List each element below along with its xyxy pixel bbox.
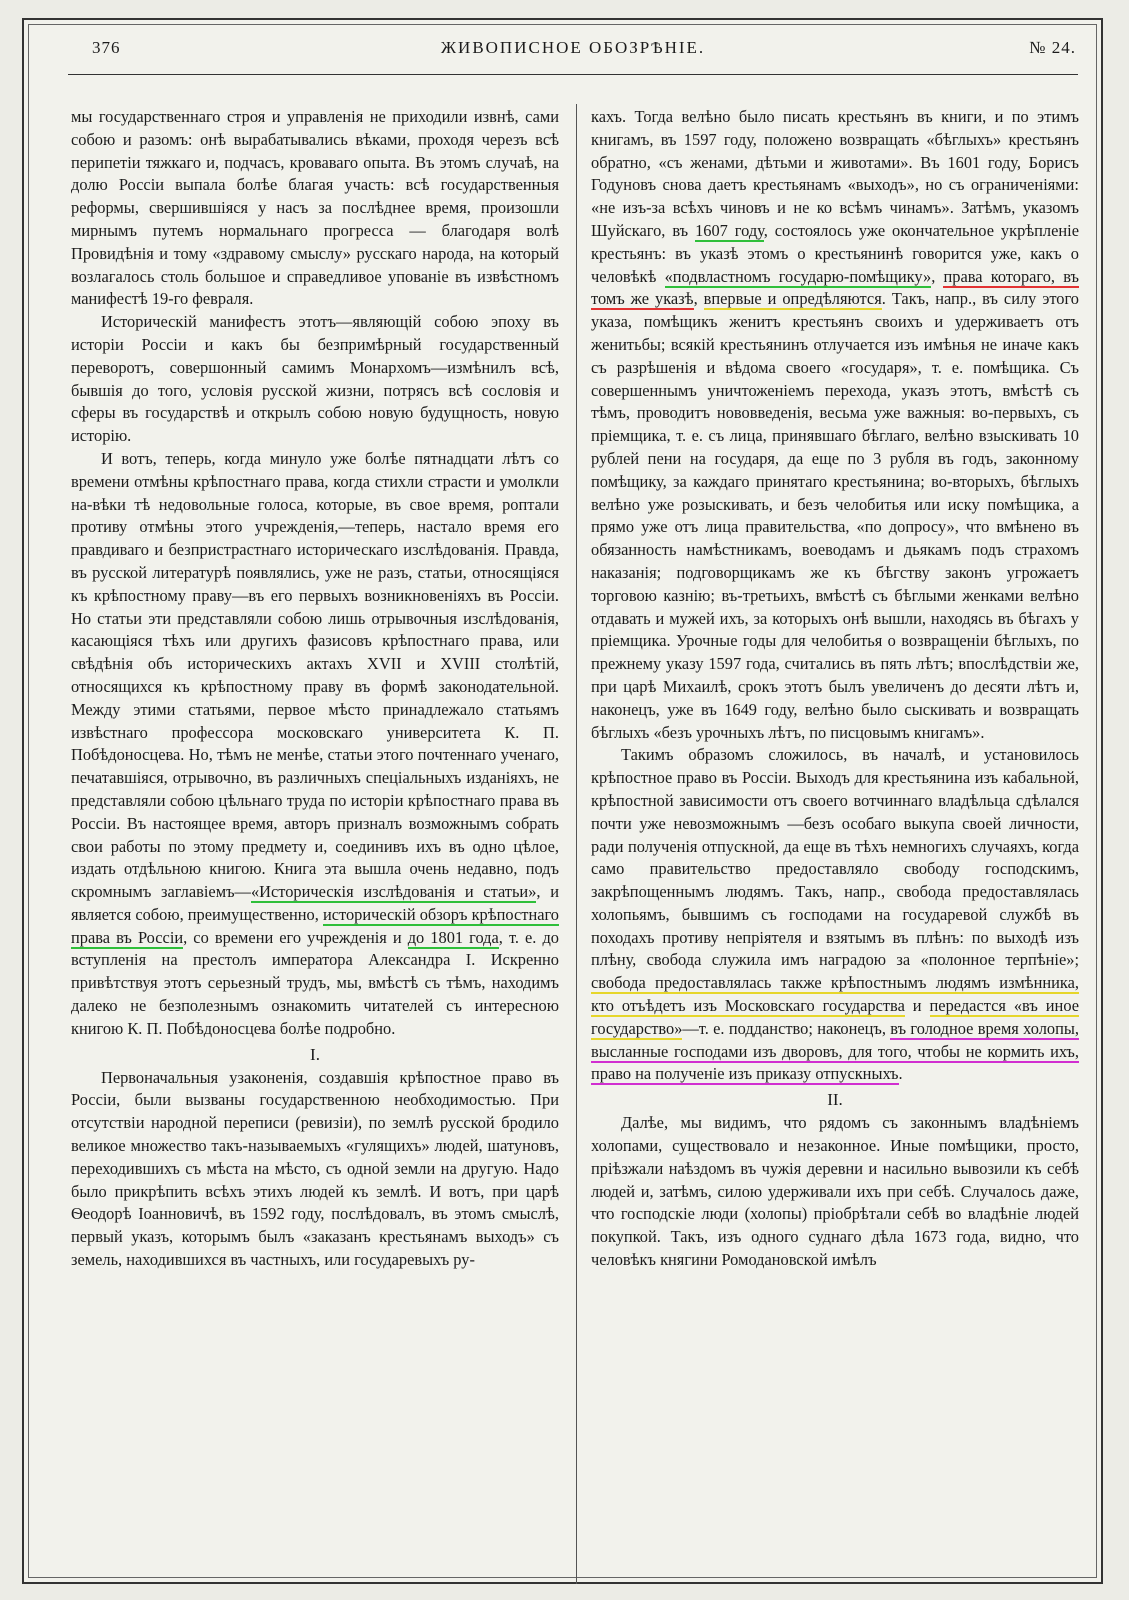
paragraph: Историческій манифестъ этотъ—являющій собою эпоху въ исторіи Россіи и какъ бы безпримѣрный государственный переворотъ, совершонный самимъ Монархомъ—измѣнилъ всѣ, бывшія до того, условія русской жизни, потрясъ всѣ сословія и сферы въ государствѣ и открылъ собою новую будущность, новую исторію. xyxy=(71,312,559,446)
highlight-green: историческій обзоръ крѣпостнаго права въ Россіи xyxy=(71,904,560,947)
text-run: , xyxy=(693,289,704,309)
header-rule xyxy=(68,74,1078,75)
page-number: 376 xyxy=(92,38,121,57)
section-heading: II. xyxy=(827,1090,843,1110)
paragraph: Далѣе, мы видимъ, что рядомъ съ законнымъ владѣніемъ холопами, существовало и незаконное. Иные помѣщики, просто, пріѣзжали наѣздомъ въ чужія деревни и насильно вывозили къ себѣ людей и, затѣмъ, силою удерживали ихъ при себѣ. Случалось даже, что господскіе люди (холопы) пріобрѣтали себѣ во владѣніе людей покупкой. Такъ, изъ одного суднаго дѣла 1673 года, видно, что человѣкъ княгини Ромодановской имѣлъ xyxy=(591,1113,1079,1270)
highlight-green: «Историческія изслѣдованія и статьи» xyxy=(250,882,537,902)
text-run: , со времени его учрежденія и xyxy=(183,927,408,947)
paragraph xyxy=(591,106,1079,744)
text-run: , xyxy=(931,266,944,286)
text-run: Такимъ образомъ сложилось, въ началѣ, и установилось крѣпостное право въ Россіи. Выходъ для крестьянина изъ кабальной, крѣпостной зависимости отъ своего вотчиннаго владѣльца сдѣлался почти уже невозможнымъ —безъ особаго выкупа своей личности, ради полученія отпускной, да еще въ тѣхъ немногихъ случаяхъ, когда само правительство предоставляло свободу господскимъ, закрѣпощеннымъ людямъ. Такъ, напр., свобода предоставлялась холопьямъ, бывшимъ съ господами на государевой службѣ въ походахъ противу непріятеля и взятымъ въ плѣнъ: по выходѣ изъ плѣну, свобода служила имъ наградою за «полонное терпѣніе»; xyxy=(591,745,1079,970)
text-run: , состоялось уже окончательное укрѣпленіе крестьянъ: въ указѣ этомъ о крестьянинѣ говорится уже, какъ о человѣкѣ xyxy=(591,220,1079,286)
column-divider xyxy=(576,104,577,1584)
journal-title: ЖИВОПИСНОЕ ОБОЗРѢНІЕ. xyxy=(440,38,706,57)
section-heading: I. xyxy=(310,1044,320,1064)
text-run: , т. е. до вступленія на престолъ императора Александра I. Искренно привѣтствуя этотъ серьезный трудъ, мы, вмѣстѣ съ тѣмъ, находимъ далеко не безполезнымъ ознакомить читателей съ интересною книгою К. П. Побѣдоносцева болѣе подробно. xyxy=(71,927,559,1038)
running-header xyxy=(70,32,1076,62)
highlight-green: до 1801 года xyxy=(407,927,499,947)
highlight-magenta: въ голодное время холопы, высланные господами изъ дворовъ, для того, чтобы не кормить ихъ, право на полученіе изъ приказу отпускныхъ xyxy=(591,1018,1079,1084)
left-column xyxy=(71,106,559,1272)
paragraph: Первоначальныя узаконенія, создавшія крѣпостное право въ Россіи, были вызваны государственною необходимостью. При отсутствіи народной переписи (ревизіи), по землѣ русской бродило великое множество такъ-называемыхъ «гулящихъ» людей, шатуновъ, переходившихъ съ мѣста на мѣсто, съ одной земли на другую. Надо было прикрѣпить всѣхъ этихъ людей къ землѣ. И вотъ, при царѣ Ѳеодорѣ Іоанновичѣ, въ 1592 году, послѣдовалъ, въ этомъ смыслѣ, первый указъ, которымъ былъ «заказанъ крестьянамъ выходъ» съ земель, находившихся въ частныхъ, или государевыхъ ру- xyxy=(71,1067,559,1270)
paragraph xyxy=(591,744,1079,1086)
highlight-green: 1607 году xyxy=(695,220,764,240)
text-run: кахъ. Тогда велѣно было писать крестьянъ въ книги, и по этимъ книгамъ, въ 1597 году, положено возвращать «бѣглыхъ» крестьянъ обратно, «съ женами, дѣтьми и животами». Въ 1601 году, Борисъ Годуновъ снова даетъ крестьянамъ «выходъ», но съ ограниченіями: «не изъ-за всѣхъ чиновъ и не ко всѣмъ чинамъ». Затѣмъ, указомъ Шуйскаго, въ xyxy=(591,107,1079,240)
paragraph: мы государственнаго строя и управленія не приходили извнѣ, сами собою и разомъ: онѣ вырабатывались вѣками, проходя черезъ всѣ перипетіи тяжкаго и, подчасъ, кроваваго опыта. Въ этомъ случаѣ, на долю Россіи выпала болѣе благая участь: всѣ государственныя реформы, свершившіяся у насъ за послѣднее время, произошли мирнымъ путемъ нормальнаго прогресса — благодаря волѣ Провидѣнія и тому «здравому смыслу» русскаго народа, на который возлагалось столь большое и справедливое упованіе въ извѣстномъ манифестѣ 19-го февраля. xyxy=(71,107,559,309)
highlight-yellow: впервые и опредѣляются xyxy=(703,289,882,309)
paragraph xyxy=(71,448,559,1041)
text-run: И вотъ, теперь, когда минуло уже болѣе пятнадцати лѣтъ со времени отмѣны крѣпостнаго права, когда стихли страсти и умолкли на-вѣки тѣ недовольные голоса, которые, въ свое время, роптали противу отмѣны этого учрежденія,—теперь, настало время его правдиваго и безпристрастнаго историческаго изслѣдованія. Правда, въ русской литературѣ появлялись, уже не разъ, статьи, относящіяся къ крѣпостному праву—въ его первыхъ возникновеніяхъ въ Россіи. Но статьи эти представляли собою лишь отрывочныя изслѣдованія, касающіяся тѣхъ или другихъ фазисовъ крѣпостнаго права, или свѣдѣнія объ историческихъ актахъ XVII и XVIII столѣтій, относящихся къ крѣпостному праву въ формѣ законодательной. Между этими статьями, первое мѣсто принадлежало статьямъ извѣстнаго профессора московскаго университета К. П. Побѣдоносцева. Но, тѣмъ не менѣе, статьи этого почтеннаго ученаго, печатавшіяся, отрывочно, въ различныхъ спеціальныхъ изданіяхъ, не представляли собою цѣльнаго труда по исторіи крѣпостнаго права въ Россіи. Въ настоящее время, авторъ призналъ возможнымъ собрать свои работы по этому предмету и, соединивъ ихъ въ одно цѣлое, издать отдѣльною книгою. Книга эта вышла очень недавно, подъ скромнымъ заглавіемъ— xyxy=(71,448,559,902)
right-column xyxy=(591,106,1079,1272)
highlight-yellow: свобода предоставлялась также крѣпостнымъ людямъ измѣнника, кто отъѣдетъ изъ Московскаго государства xyxy=(591,973,1079,1016)
text-run: . xyxy=(898,1064,903,1084)
text-run: . Такъ, напр., въ силу этого указа, помѣщикъ женитъ крестьянъ своихъ и удерживаетъ отъ женитьбы; всякій крестьянинъ отлучается изъ имѣнья не иначе какъ съ разрѣшенія и вѣдома своего «государя», т. е. помѣщика. Съ совершеннымъ уничтоженіемъ перехода, указъ этотъ, вмѣстѣ съ тѣмъ, проводитъ нововведенія, весьма уже важныя: во-первыхъ, съ пріемщика, т. е. съ лица, принявшаго бѣглаго, велѣно взыскивать 10 рублей пени на государя, да еще по 3 рубля въ годъ, законному помѣщику, за каждаго принятаго крестьянина; во-вторыхъ, бѣглыхъ велѣно уже розыскивать, и безъ челобитья или иску помѣщика, а прямо уже отъ лица правительства, «по допросу», что вмѣнено въ обязанность намѣстникамъ, воеводамъ и дьякамъ подъ страхомъ наказанія; подговорщикамъ же къ бѣгству законъ угрожаетъ торговою казнію; въ-третьихъ, вмѣстѣ съ бѣглыми женками велѣно отдавать и мужей ихъ, за которыхъ онѣ вышли, находясь въ бѣгахъ у пріемщика. Урочные годы для челобитья о возвращеніи бѣглыхъ, по прежнему указу 1597 года, считались въ пять лѣтъ; впослѣдствіи же, при царѣ Михаилѣ, срокъ этотъ былъ увеличенъ до десяти лѣтъ и, наконецъ, уже въ 1649 году, велѣно было сыскивать и возвращать бѣглыхъ «безъ урочныхъ лѣтъ, по писцовымъ книгамъ». xyxy=(591,289,1080,742)
text-run: —т. е. подданство; наконецъ, xyxy=(682,1018,891,1038)
highlight-green: «подвластномъ государю-помѣщику» xyxy=(664,266,932,286)
highlight-red: права котораго, въ томъ же указѣ xyxy=(591,266,1080,309)
highlight-yellow: передастся «въ иное государство» xyxy=(591,996,1080,1038)
issue-number: № 24. xyxy=(1029,38,1076,57)
text-run: и xyxy=(904,996,930,1016)
text-run: , и является собою, преимущественно, xyxy=(71,882,559,924)
